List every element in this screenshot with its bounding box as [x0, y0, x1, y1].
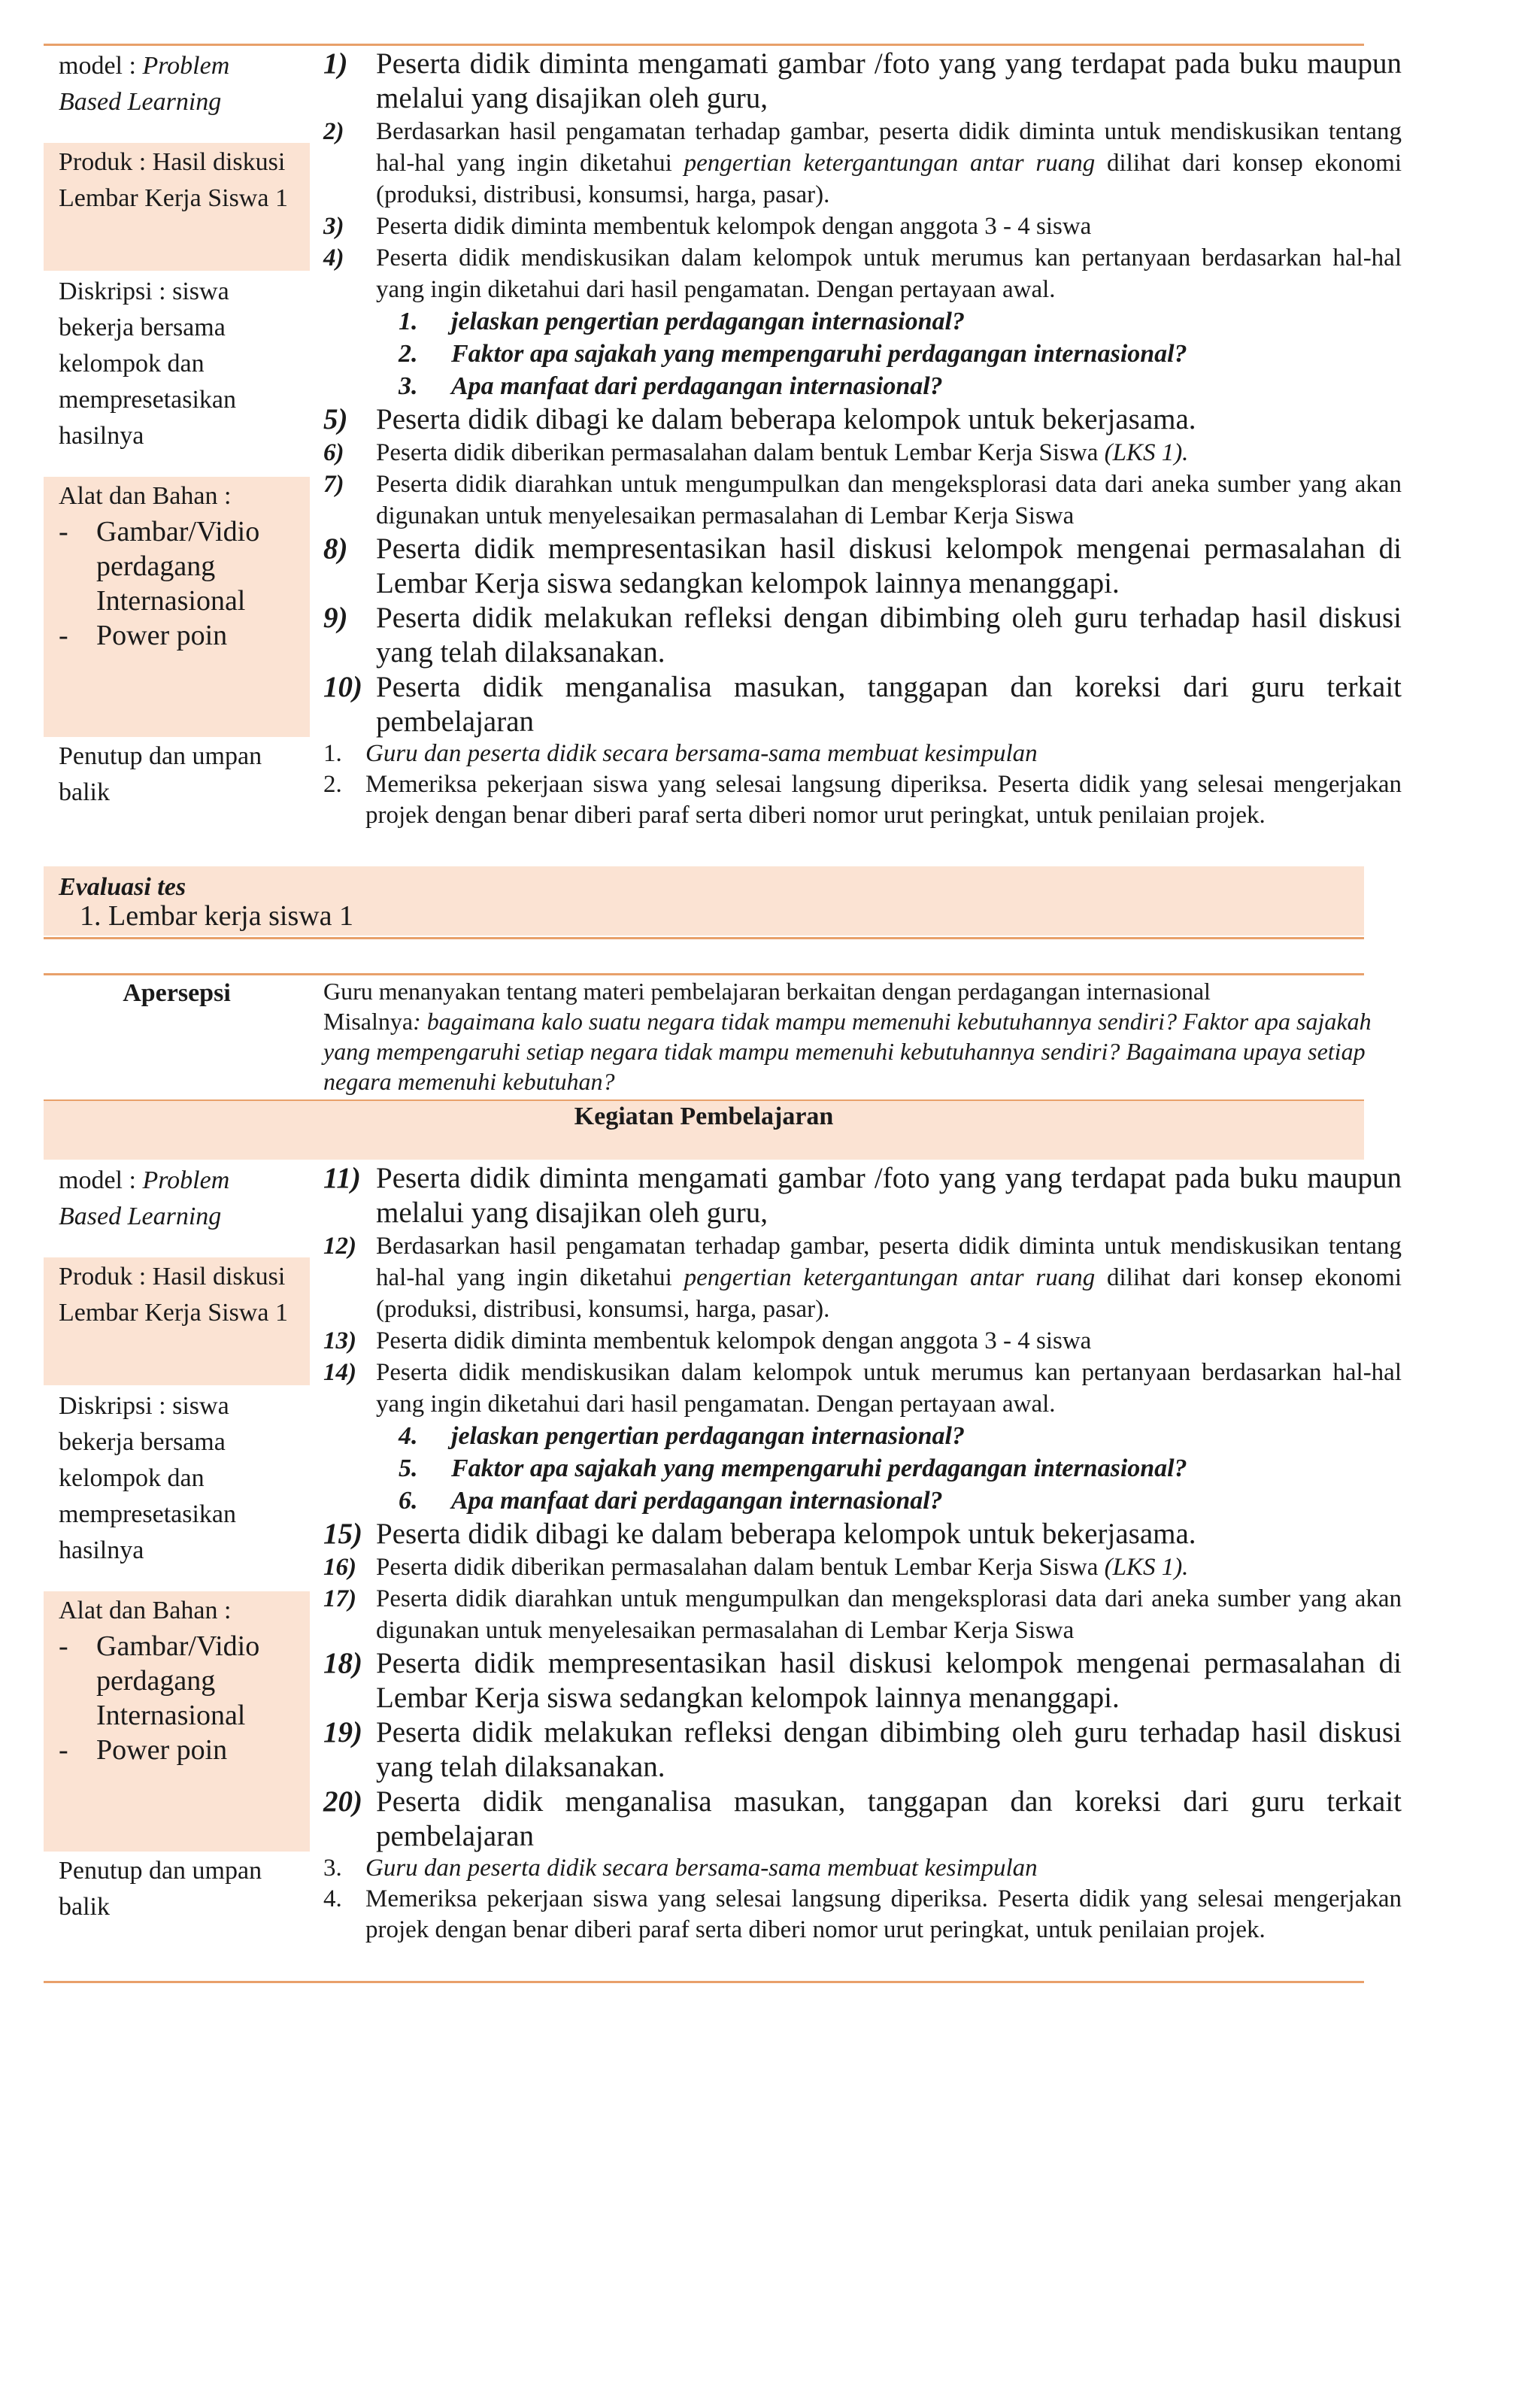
produk-cell: Produk : Hasil diskusi Lembar Kerja Siswa 1 [44, 143, 310, 271]
closing-item: 1. Guru dan peserta didik secara bersama-sama membuat kesimpulan [323, 740, 1038, 767]
produk-cell: Produk : Hasil diskusi Lembar Kerja Siswa 1 [44, 1257, 310, 1385]
question-item: 2. Faktor apa sajakah yang mempengaruhi perdagangan internasional? [399, 340, 1187, 368]
step-item: 19) Peserta didik melakukan refleksi dengan dibimbing oleh guru terhadap hasil diskusi yang telah dilaksanakan. [323, 1716, 1402, 1783]
step-item: 17) Peserta didik diarahkan untuk mengumpulkan dan mengeksplorasi data dari aneka sumber yang akan digunakan untuk menyelesaikan permasalahan di Lembar Kerja Siswa [323, 1585, 1402, 1644]
evaluasi-band [44, 866, 1364, 936]
alat-bahan-label: Alat dan Bahan : [59, 1597, 232, 1624]
kegiatan-pembelajaran-header: Kegiatan Pembelajaran [44, 1101, 1364, 1160]
question-item: 3. Apa manfaat dari perdagangan internasional? [399, 372, 943, 400]
step-item: 7) Peserta didik diarahkan untuk mengumpulkan dan mengeksplorasi data dari aneka sumber yang akan digunakan untuk menyelesaikan permasalahan di Lembar Kerja Siswa [323, 471, 1402, 529]
model-cell: model : Problem Based Learning [59, 52, 230, 116]
step-item: 2) Berdasarkan hasil pengamatan terhadap gambar, peserta didik diminta untuk mendiskusikan tentang hal-hal yang ingin diketahui pengertian ketergantungan antar ruang dilihat dari konsep ekonomi (produksi, distribusi, konsumsi, harga, pasar). [323, 118, 1402, 208]
closing-item: 3. Guru dan peserta didik secara bersama-sama membuat kesimpulan [323, 1855, 1038, 1882]
step-item: 13) Peserta didik diminta membentuk kelompok dengan anggota 3 - 4 siswa [323, 1327, 1092, 1354]
alat-item: - Power poin [59, 1734, 228, 1766]
alat-bahan-cell [44, 477, 310, 737]
steps-list-2 [323, 1161, 1402, 1854]
deskripsi-cell: Diskripsi : siswa bekerja bersama kelompok dan mempresetasikan hasilnya [59, 278, 237, 450]
step-item: 12) Berdasarkan hasil pengamatan terhadap gambar, peserta didik diminta untuk mendiskusikan tentang hal-hal yang ingin diketahui pengertian ketergantungan antar ruang dilihat dari konsep ekonomi (produksi, distribusi, konsumsi, harga, pasar). [323, 1233, 1402, 1323]
closing-list-1 [323, 739, 1402, 831]
table-2 [44, 970, 1402, 1993]
step-item: 15) Peserta didik dibagi ke dalam beberapa kelompok untuk bekerjasama. [323, 1518, 1196, 1550]
step-item: 9) Peserta didik melakukan refleksi dengan dibimbing oleh guru terhadap hasil diskusi yang telah dilaksanakan. [323, 602, 1402, 669]
model-cell: model : Problem Based Learning [59, 1166, 230, 1230]
alat-item: - Gambar/Vidio perdagang Internasional [59, 1630, 260, 1731]
closing-item: 2. Memeriksa pekerjaan siswa yang selesai langsung diperiksa. Peserta didik yang selesai mengerjakan projek dengan benar diberi paraf serta diberi nomor urut peringkat, untuk penilaian projek. [323, 771, 1402, 829]
table-1-top-border [44, 44, 1364, 46]
step-item: 1) Peserta didik diminta mengamati gambar /foto yang yang terdapat pada buku maupun melalui yang disajikan oleh guru, [323, 47, 1402, 114]
table-2-top-border [44, 973, 1364, 975]
question-item: 6. Apa manfaat dari perdagangan internasional? [399, 1487, 943, 1515]
alat-item: - Power poin [59, 620, 228, 651]
step-item: 3) Peserta didik diminta membentuk kelompok dengan anggota 3 - 4 siswa [323, 213, 1092, 240]
step-item: 4) Peserta didik mendiskusikan dalam kelompok untuk merumus kan pertanyaan berdasarkan hal-hal yang ingin diketahui dari hasil pengamatan. Dengan pertayaan awal. [323, 244, 1402, 303]
steps-list-1 [323, 47, 1402, 739]
alat-item: - Gambar/Vidio perdagang Internasional [59, 516, 260, 617]
closing-item: 4. Memeriksa pekerjaan siswa yang selesai langsung diperiksa. Peserta didik yang selesai mengerjakan projek dengan benar diberi paraf serta diberi nomor urut peringkat, untuk penilaian projek. [323, 1885, 1402, 1943]
closing-list-2 [323, 1853, 1402, 1946]
table-1-bottom-border [44, 937, 1364, 939]
step-item: 20) Peserta didik menganalisa masukan, tanggapan dan koreksi dari guru terkait pembelajaran [323, 1785, 1402, 1852]
deskripsi-cell: Diskripsi : siswa bekerja bersama kelompok dan mempresetasikan hasilnya [59, 1392, 237, 1564]
penutup-cell: Penutup dan umpan balik [59, 742, 262, 806]
table-1 [44, 0, 1402, 940]
step-item: 18) Peserta didik mempresentasikan hasil diskusi kelompok mengenai permasalahan di Lembar Kerja siswa sedangkan kelompok lainnya menanggapi. [323, 1647, 1402, 1714]
step-item: 16) Peserta didik diberikan permasalahan dalam bentuk Lembar Kerja Siswa (LKS 1). [323, 1554, 1189, 1581]
penutup-cell: Penutup dan umpan balik [59, 1857, 262, 1921]
step-item: 8) Peserta didik mempresentasikan hasil diskusi kelompok mengenai permasalahan di Lembar Kerja siswa sedangkan kelompok lainnya menanggapi. [323, 532, 1402, 599]
model-value: Problem Based Learning [59, 52, 230, 116]
step-item: 5) Peserta didik dibagi ke dalam beberapa kelompok untuk bekerjasama. [323, 403, 1196, 435]
apersepsi-label: Apersepsi [123, 979, 231, 1007]
question-item: 1. jelaskan pengertian perdagangan internasional? [399, 308, 965, 335]
question-item: 4. jelaskan pengertian perdagangan internasional? [399, 1422, 965, 1450]
evaluasi-item: 1. Lembar kerja siswa 1 [80, 900, 354, 932]
step-item: 14) Peserta didik mendiskusikan dalam kelompok untuk merumus kan pertanyaan berdasarkan hal-hal yang ingin diketahui dari hasil pengamatan. Dengan pertayaan awal. [323, 1359, 1402, 1418]
alat-bahan-cell [44, 1591, 310, 1852]
question-item: 5. Faktor apa sajakah yang mempengaruhi perdagangan internasional? [399, 1454, 1187, 1482]
model-value: Problem Based Learning [59, 1166, 230, 1230]
step-item: 10) Peserta didik menganalisa masukan, tanggapan dan koreksi dari guru terkait pembelajaran [323, 671, 1402, 738]
alat-bahan-label: Alat dan Bahan : [59, 482, 232, 510]
evaluasi-title: Evaluasi tes [59, 873, 186, 901]
step-item: 6) Peserta didik diberikan permasalahan dalam bentuk Lembar Kerja Siswa (LKS 1). [323, 439, 1189, 466]
table-2-bottom-border [44, 1981, 1364, 1983]
step-item: 11) Peserta didik diminta mengamati gambar /foto yang yang terdapat pada buku maupun melalui yang disajikan oleh guru, [323, 1162, 1402, 1229]
apersepsi-text: Guru menanyakan tentang materi pembelajaran berkaitan dengan perdagangan internasional Misalnya: bagaimana kalo suatu negara tidak mampu memenuhi kebutuhannya sendiri? Faktor apa sajakah yang mempengaruhi setiap negara tidak mampu memenuhi kebutuhannya sendiri? Bagaimana upaya setiap negara memenuhi kebutuhan? [323, 978, 1372, 1095]
